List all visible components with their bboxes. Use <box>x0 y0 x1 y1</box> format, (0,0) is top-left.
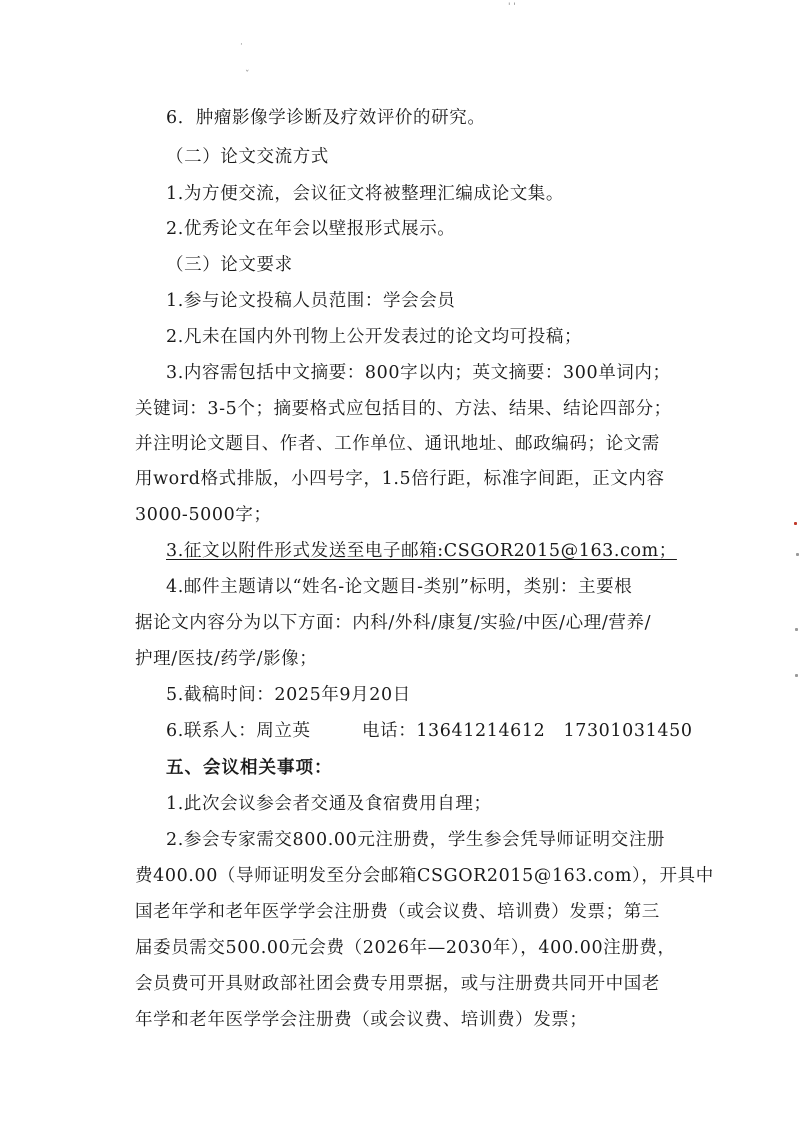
text-line: 3000-5000字； <box>135 505 272 525</box>
text-line: 国老年学和老年医学学会注册费（或会议费、培训费）发票；第三 <box>135 902 660 922</box>
text-line: 护理/医技/药学/影像； <box>135 649 318 669</box>
text-line: 1.为方便交流，会议征文将被整理汇编成论文集。 <box>166 184 564 204</box>
text-line: 关键词：3-5个；摘要格式应包括目的、方法、结果、结论四部分； <box>135 399 672 419</box>
scan-mark-top: ' ' <box>508 2 516 12</box>
text-line: 据论文内容分为以下方面：内科/外科/康复/实验/中医/心理/营养/ <box>135 613 652 633</box>
contact-person: 6.联系人：周立英 <box>166 721 311 741</box>
margin-mark <box>795 674 798 677</box>
margin-mark <box>796 553 799 556</box>
text-line: 并注明论文题目、作者、工作单位、通讯地址、邮政编码；论文需 <box>135 434 660 454</box>
text-line: 4.邮件主题请以“姓名-论文题目-类别”标明，类别：主要根 <box>166 577 633 597</box>
scan-speck: ˇ <box>245 70 250 80</box>
subsection-heading: （三）论文要求 <box>166 255 293 275</box>
text-line: 6．肿瘤影像学诊断及疗效评价的研究。 <box>166 108 486 128</box>
margin-mark <box>795 628 798 631</box>
text-line: 2.参会专家需交800.00元注册费，学生参会凭导师证明交注册 <box>166 830 666 850</box>
text-line: 1.参与论文投稿人员范围：学会会员 <box>166 291 456 311</box>
scan-speck: · <box>240 40 243 50</box>
text-line: 会员费可开具财政部社团会费专用票据，或与注册费共同开中国老 <box>135 974 660 994</box>
deadline-line: 5.截稿时间：2025年9月20日 <box>166 685 411 705</box>
submission-email-line: 3.征文以附件形式发送至电子邮箱:CSGOR2015@163.com； <box>166 541 677 561</box>
text-line: 费400.00（导师证明发至分会邮箱CSGOR2015@163.com），开具中 <box>135 866 714 886</box>
text-line: 2.凡未在国内外刊物上公开发表过的论文均可投稿； <box>166 327 583 347</box>
text-line: 届委员需交500.00元会费（2026年—2030年），400.00注册费， <box>135 938 676 958</box>
section-heading: 五、会议相关事项： <box>166 758 333 778</box>
text-line: 用word格式排版，小四号字，1.5倍行距，标准字间距，正文内容 <box>135 469 665 489</box>
subsection-heading: （二）论文交流方式 <box>166 147 329 167</box>
text-line: 年学和老年医学学会注册费（或会议费、培训费）发票； <box>135 1010 588 1030</box>
contact-phone: 电话：13641214612 17301031450 <box>362 721 693 741</box>
text-line: 3.内容需包括中文摘要：800字以内；英文摘要：300单词内； <box>166 363 671 383</box>
text-line: 1.此次会议参会者交通及食宿费用自理； <box>166 794 492 814</box>
margin-mark <box>794 522 797 525</box>
text-line: 2.优秀论文在年会以壁报形式展示。 <box>166 219 456 239</box>
